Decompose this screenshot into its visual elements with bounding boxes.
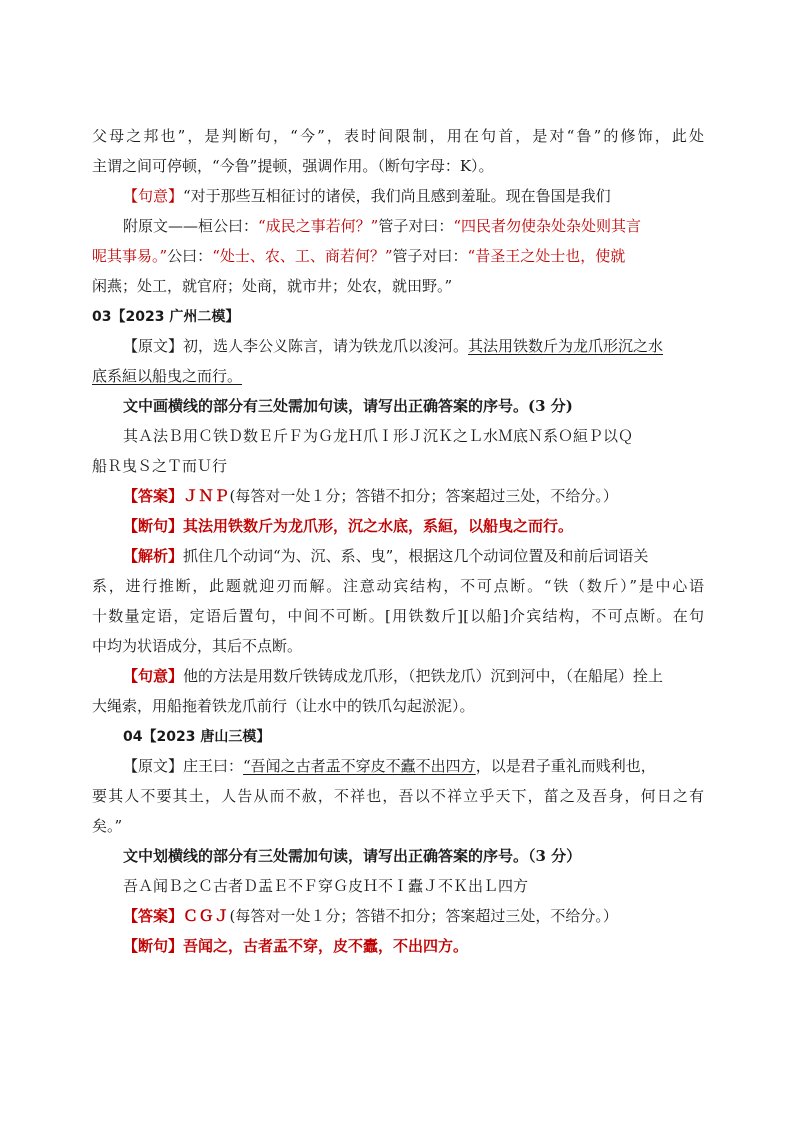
paragraph-text: 中均为状语成分，其后不点断。	[92, 637, 303, 655]
underlined-text: “吾闻之古者盂不穿皮不蠹不出四方	[243, 757, 476, 775]
section-tag: 【句意】	[123, 187, 184, 205]
sentence-meaning-line	[92, 188, 704, 205]
paragraph-text: 矣。”	[92, 817, 123, 835]
paragraph-text: 系，进行推断，此题就迎刃而解。注意动宾结构，不可点断。“铁（数斤）”是中心语	[92, 577, 704, 595]
question-prompt	[92, 848, 704, 865]
paragraph-text: 要其人不要其土，人告从而不赦，不祥也，吾以不祥立乎天下，菑之及吾身，何日之有	[92, 787, 704, 805]
punctuation-line	[92, 938, 704, 955]
text-line	[92, 128, 704, 145]
paragraph-text: 公曰：	[167, 247, 213, 265]
paragraph-text: 闲燕；处工，就官府；处商，就市井；处农，就田野。”	[92, 277, 453, 295]
quote-text: “昔圣王之处士也，使就	[467, 247, 626, 265]
paragraph-text: 抓住几个动词“为、沉、系、曳”，根据这几个动词位置及和前后词语关	[183, 547, 649, 565]
answer-line	[92, 488, 704, 505]
answer-line	[92, 908, 704, 925]
analysis-line	[92, 638, 704, 655]
sentence-meaning-line	[92, 698, 704, 715]
paragraph-text: 他的方法是用数斤铁铸成龙爪形，（把铁龙爪）沉到河中，（在船尾）拴上	[183, 667, 664, 685]
paragraph-text: 大绳索，用船拖着铁龙爪前行（让水中的铁爪勾起淤泥）。	[92, 697, 475, 715]
options-text: 其Ａ法Ｂ用Ｃ铁Ｄ数Ｅ斤Ｆ为Ｇ龙Ｈ爪Ｉ形Ｊ沉Ｋ之Ｌ水Ｍ底Ｎ系Ｏ絙Ｐ以Ｑ	[123, 427, 634, 445]
paragraph-text: 附原文——桓公曰：	[123, 217, 259, 235]
scoring-note: (每答对一处１分；答错不扣分；答案超过三处，不给分。）	[229, 487, 618, 505]
answer-value: ＪＮＰ	[183, 487, 230, 505]
section-tag: 【答案】	[123, 487, 184, 505]
question-title: 03【2023 广州二模】	[92, 309, 240, 325]
original-text-line	[92, 818, 704, 835]
question-title: 04【2023 唐山三模】	[123, 729, 271, 745]
options-text: 吾Ａ闻Ｂ之Ｃ古者Ｄ盂Ｅ不Ｆ穿Ｇ皮Ｈ不Ｉ蠹Ｊ不Ｋ出Ｌ四方	[123, 877, 529, 895]
appendix-line	[92, 248, 704, 265]
paragraph-text: 管子对曰：	[378, 217, 454, 235]
section-tag: 【断句】	[123, 937, 184, 955]
quote-text: “四民者勿使杂处杂处则其言	[453, 217, 642, 235]
punctuated-text: 吾闻之，古者盂不穿，皮不蠹，不出四方。	[183, 937, 469, 955]
analysis-line	[92, 578, 704, 595]
quote-text: 呢其事易。”	[92, 247, 168, 265]
paragraph-text: “对于那些互相征讨的诸侯，我们尚且感到羞耻。现在鲁国是我们	[183, 187, 611, 205]
original-text-line	[92, 338, 704, 355]
option-line	[92, 878, 704, 895]
appendix-line	[92, 278, 704, 295]
original-text-line	[92, 758, 704, 775]
document-page	[92, 128, 704, 968]
original-text-line	[92, 368, 704, 385]
punctuated-text: 其法用铁数斤为龙爪形，沉之水底，系絙，以船曳之而行。	[183, 517, 574, 535]
section-tag: 【句意】	[123, 667, 184, 685]
analysis-line	[92, 548, 704, 565]
section-tag: 【解析】	[123, 547, 184, 565]
underlined-text: 其法用铁数斤为龙爪形沉之水	[468, 337, 664, 355]
underlined-text: 底系絙以船曳之而行。	[92, 367, 243, 385]
question-prompt	[92, 398, 704, 415]
paragraph-text: 父母之邦也”，是判断句，“今”，表时间限制，用在句首，是对“鲁”的修饰，此处	[92, 127, 704, 145]
paragraph-text: 【原文】初，选人李公义陈言，请为铁龙爪以浚河。	[123, 337, 469, 355]
question-header	[92, 308, 704, 325]
section-tag: 【答案】	[123, 907, 184, 925]
paragraph-text: 主谓之间可停顿，“今鲁”提顿，强调作用。（断句字母：K）。	[92, 157, 494, 175]
question-header	[92, 728, 704, 745]
option-line	[92, 458, 704, 475]
options-text: 船Ｒ曳Ｓ之Ｔ而Ｕ行	[92, 457, 228, 475]
original-text-line	[92, 788, 704, 805]
prompt-text: 文中划横线的部分有三处需加句读，请写出正确答案的序号。（3 分）	[123, 847, 582, 865]
section-tag: 【断句】	[123, 517, 184, 535]
quote-text: “成民之事若何？”	[258, 217, 379, 235]
sentence-meaning-line	[92, 668, 704, 685]
punctuation-line	[92, 518, 704, 535]
paragraph-text: ，以是君子重礼而贱利也，	[475, 757, 656, 775]
analysis-line	[92, 608, 704, 625]
paragraph-text: 管子对曰：	[392, 247, 468, 265]
prompt-text: 文中画横线的部分有三处需加句读，请写出正确答案的序号。(3 分)	[123, 397, 573, 415]
quote-text: “处士、农、工、商若何？”	[212, 247, 393, 265]
appendix-line	[92, 218, 704, 235]
option-line	[92, 428, 704, 445]
answer-value: ＣＧＪ	[183, 907, 230, 925]
paragraph-text: 十数量定语，定语后置句，中间不可断。[用铁数斤][以船]介宾结构，不可点断。在句	[92, 607, 704, 625]
paragraph-text: 【原文】庄王曰：	[123, 757, 244, 775]
scoring-note: (每答对一处１分；答错不扣分；答案超过三处，不给分。）	[229, 907, 618, 925]
text-line	[92, 158, 704, 175]
